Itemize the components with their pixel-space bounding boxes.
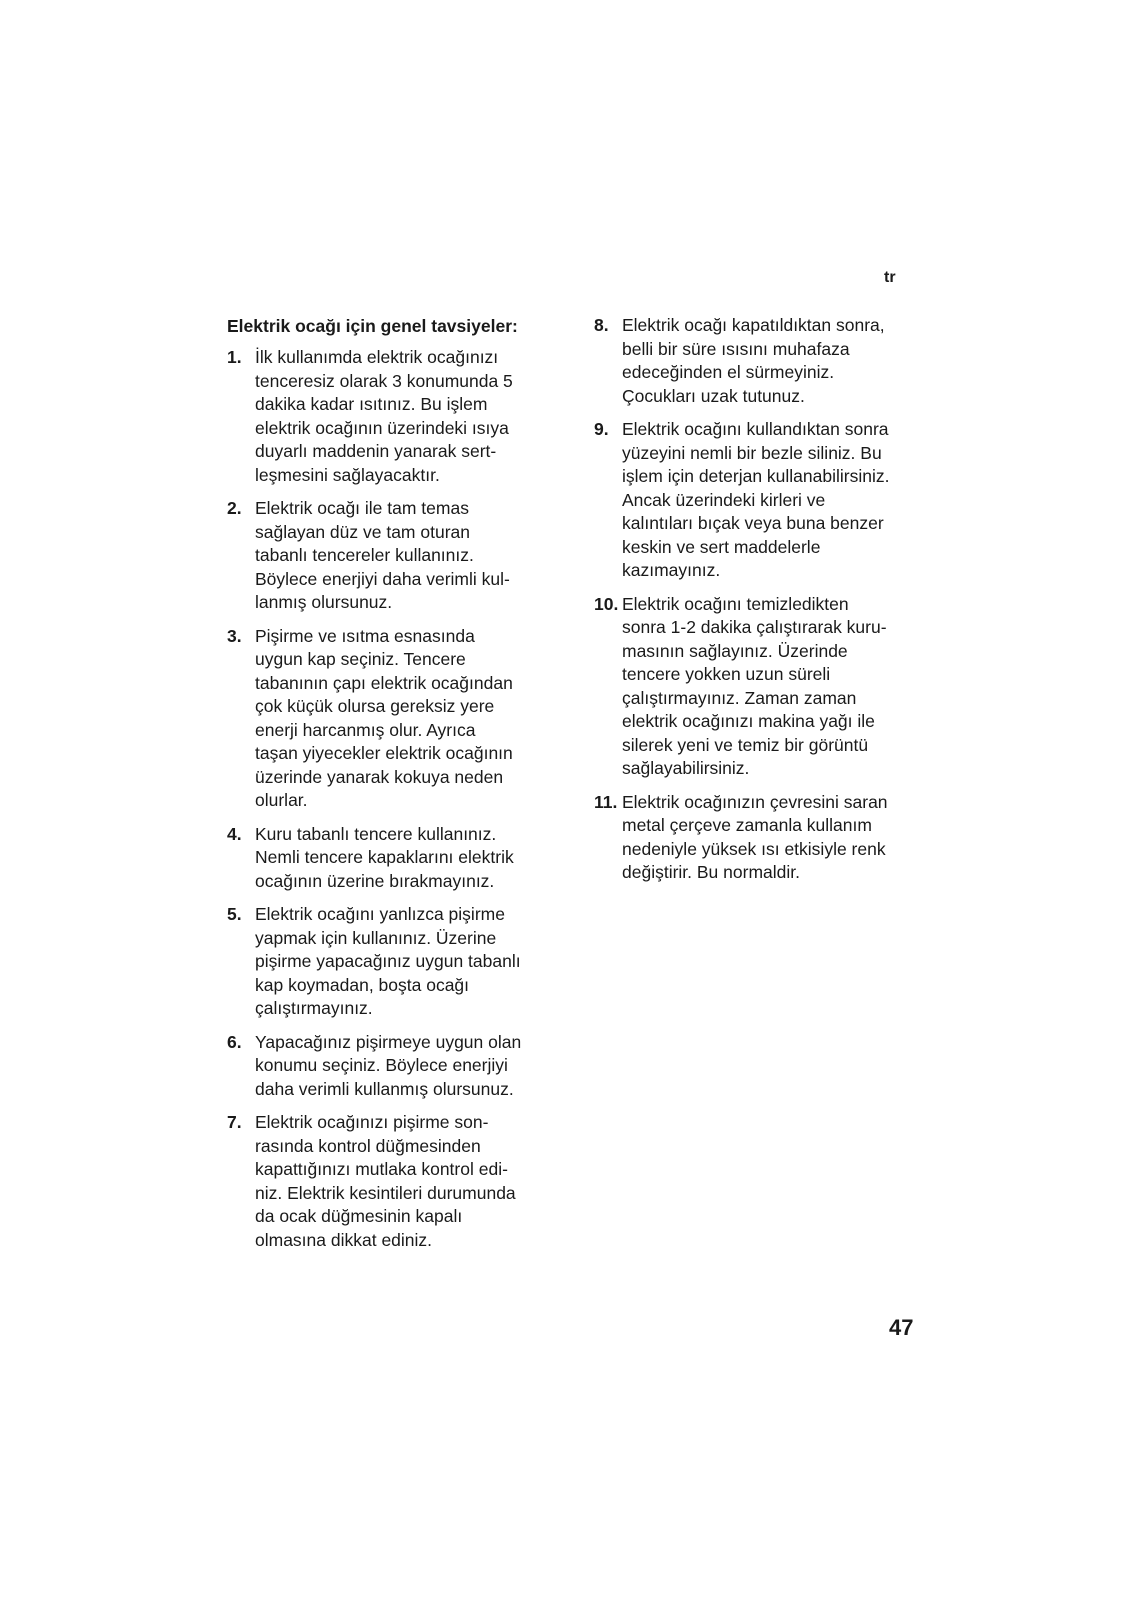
list-item (594, 314, 924, 408)
item-number: 10. (594, 593, 619, 614)
list-item (227, 823, 557, 894)
item-text: Elektrik ocağını yanlızca pişirme yapmak için kullanınız. Üzerine pişirme yapacağınız uygun tabanlı kap koymadan, boşta ocağı çalıştırmayınız. (255, 904, 521, 1018)
item-number: 2. (227, 498, 242, 518)
list-item (227, 625, 557, 813)
list-item (227, 1031, 557, 1102)
item-text: Elektrik ocağınızın çevresini saran metal çerçeve zamanla kullanım nedeniyle yüksek ısı etkisiyle renk değiştirir. Bu normaldir. (622, 791, 888, 882)
item-text: Elektrik ocağınızı pişirme son- rasında kontrol düğmesinden kapattığınızı mutlaka kontrol edi- niz. Elektrik kesintileri durumunda da ocak düğmesinin kapalı olmasına dikkat ediniz. (255, 1112, 516, 1250)
item-number: 9. (594, 419, 609, 439)
list-item (227, 497, 557, 615)
item-text: Elektrik ocağını temizledikten sonra 1-2 dakika çalıştırarak kuru- masının sağlayınız. Üzerinde tencere yokken uzun süreli çalıştırmayınız. Zaman zaman elektrik ocağınızı makina yağı ile silerek yeni ve temiz bir görüntü sağlayabilirsiniz. (622, 593, 887, 778)
item-number: 7. (227, 1112, 242, 1132)
right-column (594, 314, 924, 895)
list-item (594, 791, 924, 885)
list-item (227, 1111, 557, 1252)
item-text: Elektrik ocağı ile tam temas sağlayan düz ve tam oturan tabanlı tencereler kullanınız. Böylece enerjiyi daha verimli kul- lanmış olursunuz. (255, 498, 510, 612)
item-number: 5. (227, 904, 242, 924)
section-heading: Elektrik ocağı için genel tavsiyeler: (227, 316, 518, 336)
list-item (227, 903, 557, 1021)
page-number: 47 (889, 1315, 914, 1340)
item-text: İlk kullanımda elektrik ocağınızı tenceresiz olarak 3 konumunda 5 dakika kadar ısıtınız. Bu işlem elektrik ocağının üzerindeki ısıya duyarlı maddenin yanarak sert- leşmesini sağlayacaktır. (255, 347, 513, 485)
item-number: 8. (594, 315, 609, 335)
item-text: Kuru tabanlı tencere kullanınız. Nemli tencere kapaklarını elektrik ocağının üzerine bırakmayınız. (255, 823, 514, 891)
item-text: Elektrik ocağını kullandıktan sonra yüzeyini nemli bir bezle siliniz. Bu işlem için deterjan kullanabilirsiniz. Ancak üzerindeki kirleri ve kalıntıları bıçak veya buna benzer keskin ve sert maddelerle kazımayınız. (622, 419, 890, 580)
item-text: Pişirme ve ısıtma esnasında uygun kap seçiniz. Tencere tabanının çapı elektrik ocağından çok küçük olursa gereksiz yere enerji harcanmış olur. Ayrıca taşan yiyecekler elektrik ocağının üzerinde yanarak kokuya neden olurlar. (255, 625, 513, 810)
language-code: tr (884, 269, 896, 286)
item-number: 6. (227, 1031, 242, 1052)
item-number: 11. (594, 791, 618, 812)
item-number: 1. (227, 347, 242, 367)
list-item (594, 418, 924, 583)
list-item (594, 593, 924, 781)
item-text: Elektrik ocağı kapatıldıktan sonra, belli bir süre ısısını muhafaza edeceğinden el sürmeyiniz. Çocukları uzak tutunuz. (622, 315, 885, 406)
list-item (227, 346, 557, 487)
item-number: 3. (227, 625, 242, 646)
item-text: Yapacağınız pişirmeye uygun olan konumu seçiniz. Böylece enerjiyi daha verimli kullanmış olursunuz. (255, 1031, 522, 1099)
item-number: 4. (227, 823, 242, 844)
left-column (227, 314, 557, 1262)
